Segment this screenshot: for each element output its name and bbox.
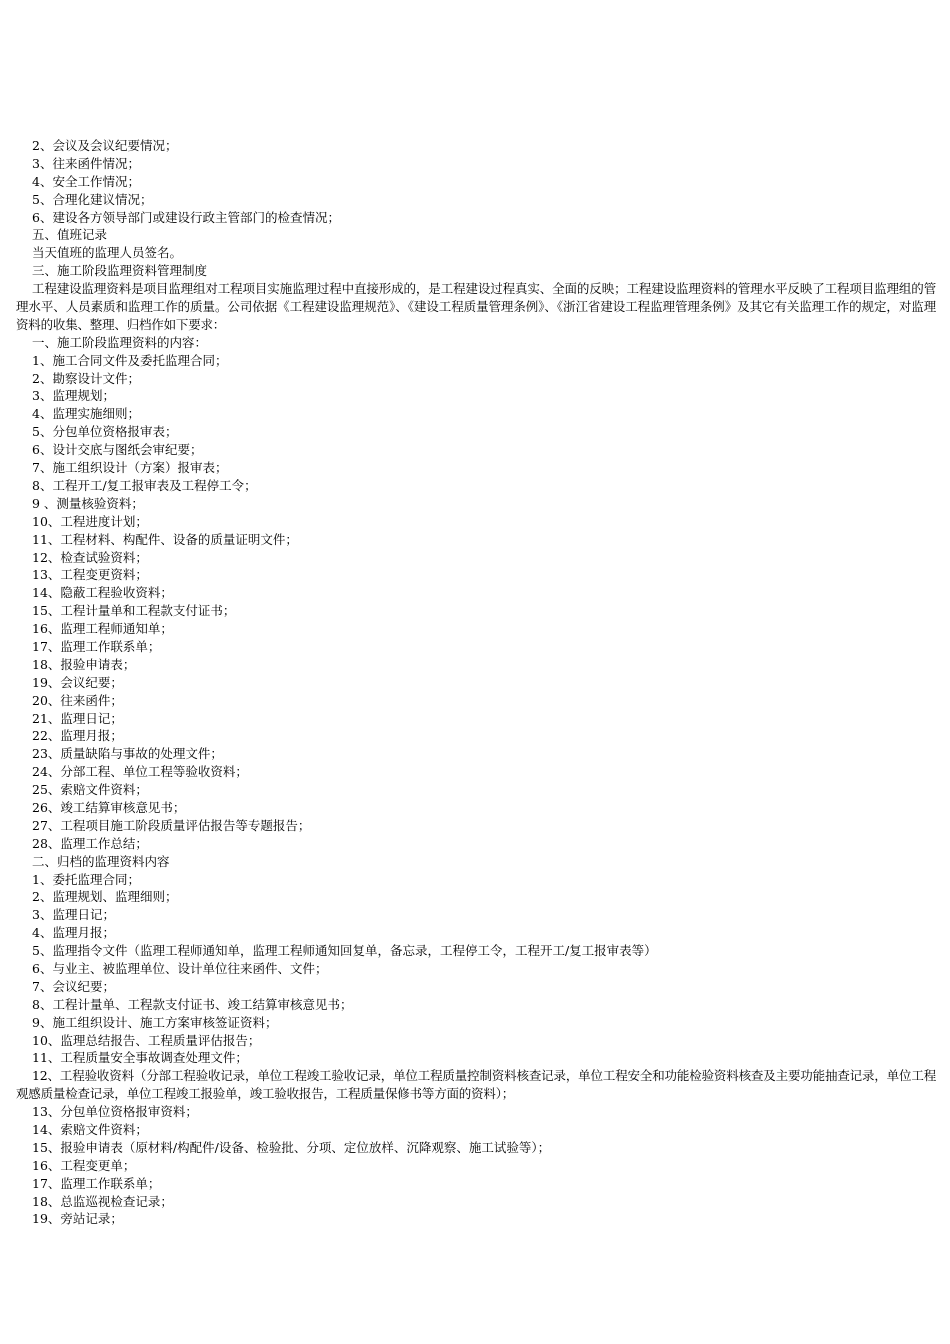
- section2-list: [16, 871, 936, 1068]
- section-heading: 三、施工阶段监理资料管理制度: [32, 263, 208, 279]
- intro-paragraph: 工程建设监理资料是项目监理组对工程项目实施监理过程中直接形成的，是工程建设过程真实、全面的反映；工程建设监理资料的管理水平反映了工程项目监理组的管理水平、人员素质和监理工作的质量。公司依据《工程建设监理规范》、《建设工程质量管理条例》、《浙江省建设工程监理管理条例》及其它有关监理工作的规定，对监理资料的收集、整理、归档作如下要求：: [16, 281, 936, 332]
- list-item: 20、往来函件；: [32, 692, 123, 708]
- list-item: 5、分包单位资格报审表；: [32, 424, 178, 440]
- list-item: 10、工程进度计划；: [32, 513, 148, 529]
- list-item: 4、监理月报；: [32, 925, 115, 941]
- list-item: 22、监理月报；: [32, 728, 123, 744]
- list-item: 17、监理工作联系单；: [32, 1175, 161, 1191]
- list-item: 3、监理日记；: [32, 907, 115, 923]
- list-item: 15、工程计量单和工程款支付证书；: [32, 603, 236, 619]
- list-item: 8、工程开工/复工报审表及工程停工令；: [32, 477, 257, 493]
- list-item: 17、监理工作联系单；: [32, 638, 161, 654]
- list-item: 21、监理日记；: [32, 710, 123, 726]
- list-item: 13、分包单位资格报审资料；: [32, 1104, 198, 1120]
- list-item: 9、施工组织设计、施工方案审核签证资料；: [32, 1014, 278, 1030]
- list-item: 2、会议及会议纪要情况；: [32, 138, 178, 153]
- list-item: 8、工程计量单、工程款支付证书、竣工结算审核意见书；: [32, 996, 353, 1012]
- section1-list: [16, 352, 936, 853]
- list-item: 2、勘察设计文件；: [32, 370, 140, 386]
- list-item: 14、索赔文件资料；: [32, 1122, 148, 1138]
- list-item: 23、质量缺陷与事故的处理文件；: [32, 746, 223, 762]
- list-item: 1、施工合同文件及委托监理合同；: [32, 352, 228, 368]
- list-item: 10、监理总结报告、工程质量评估报告；: [32, 1032, 261, 1048]
- list-item: 15、报验申请表（原材料/构配件/设备、检验批、分项、定位放样、沉降观察、施工试验等）；: [32, 1139, 551, 1155]
- list-item: 19、会议纪要；: [32, 674, 123, 690]
- list-item: 3、往来函件情况；: [32, 155, 140, 171]
- list-item-paragraph: 12、工程验收资料（分部工程验收记录，单位工程竣工验收记录，单位工程质量控制资料核查记录，单位工程安全和功能检验资料核查及主要功能抽查记录，单位工程观感质量检查记录，单位工程竣工报验单，竣工验收报告，工程质量保修书等方面的资料）；: [16, 1068, 936, 1102]
- list-item: 3、监理规划；: [32, 388, 115, 404]
- section-heading: 二、归档的监理资料内容: [32, 853, 170, 869]
- list-item: 12、检查试验资料；: [32, 549, 148, 565]
- section2-list-continued: [16, 1103, 936, 1228]
- list-item: 6、建设各方领导部门或建设行政主管部门的检查情况；: [32, 209, 340, 225]
- list-item: 1、委托监理合同；: [32, 871, 140, 887]
- list-item: 11、工程材料、构配件、设备的质量证明文件；: [32, 531, 298, 547]
- list-item: 2、监理规划、监理细则；: [32, 889, 178, 905]
- list-item: 16、工程变更单；: [32, 1157, 136, 1173]
- list-item: 18、总监巡视检查记录；: [32, 1193, 173, 1209]
- list-item: 4、监理实施细则；: [32, 406, 140, 422]
- list-item: 24、分部工程、单位工程等验收资料；: [32, 764, 248, 780]
- list-item: 14、隐蔽工程验收资料；: [32, 585, 173, 601]
- list-item: 19、旁站记录；: [32, 1211, 123, 1227]
- list-item: 当天值班的监理人员签名。: [32, 245, 183, 261]
- list-item: 26、竣工结算审核意见书；: [32, 799, 186, 815]
- list-item: 28、监理工作总结；: [32, 835, 148, 851]
- list-item: 25、索赔文件资料；: [32, 782, 148, 798]
- list-item: 13、工程变更资料；: [32, 567, 148, 583]
- list-item: 7、施工组织设计（方案）报审表；: [32, 460, 228, 476]
- list-item: 16、监理工程师通知单；: [32, 621, 173, 637]
- list-item: 18、报验申请表；: [32, 656, 136, 672]
- document-body: [16, 137, 936, 1228]
- list-item: 4、安全工作情况；: [32, 173, 140, 189]
- section-heading: 一、施工阶段监理资料的内容：: [32, 334, 208, 350]
- section-heading: 五、值班记录: [32, 227, 108, 243]
- report-items-list: [16, 137, 936, 280]
- list-item: 27、工程项目施工阶段质量评估报告等专题报告；: [32, 817, 311, 833]
- list-item: 5、合理化建议情况；: [32, 191, 153, 207]
- list-item: 11、工程质量安全事故调查处理文件；: [32, 1050, 248, 1066]
- list-item: 6、与业主、被监理单位、设计单位往来函件、文件；: [32, 960, 328, 976]
- list-item: 7、会议纪要；: [32, 978, 115, 994]
- list-item: 9 、测量核验资料；: [32, 495, 144, 511]
- list-item: 6、设计交底与图纸会审纪要；: [32, 442, 203, 458]
- list-item: 5、监理指令文件（监理工程师通知单，监理工程师通知回复单，备忘录，工程停工令，工程开工/复工报审表等）: [32, 943, 657, 959]
